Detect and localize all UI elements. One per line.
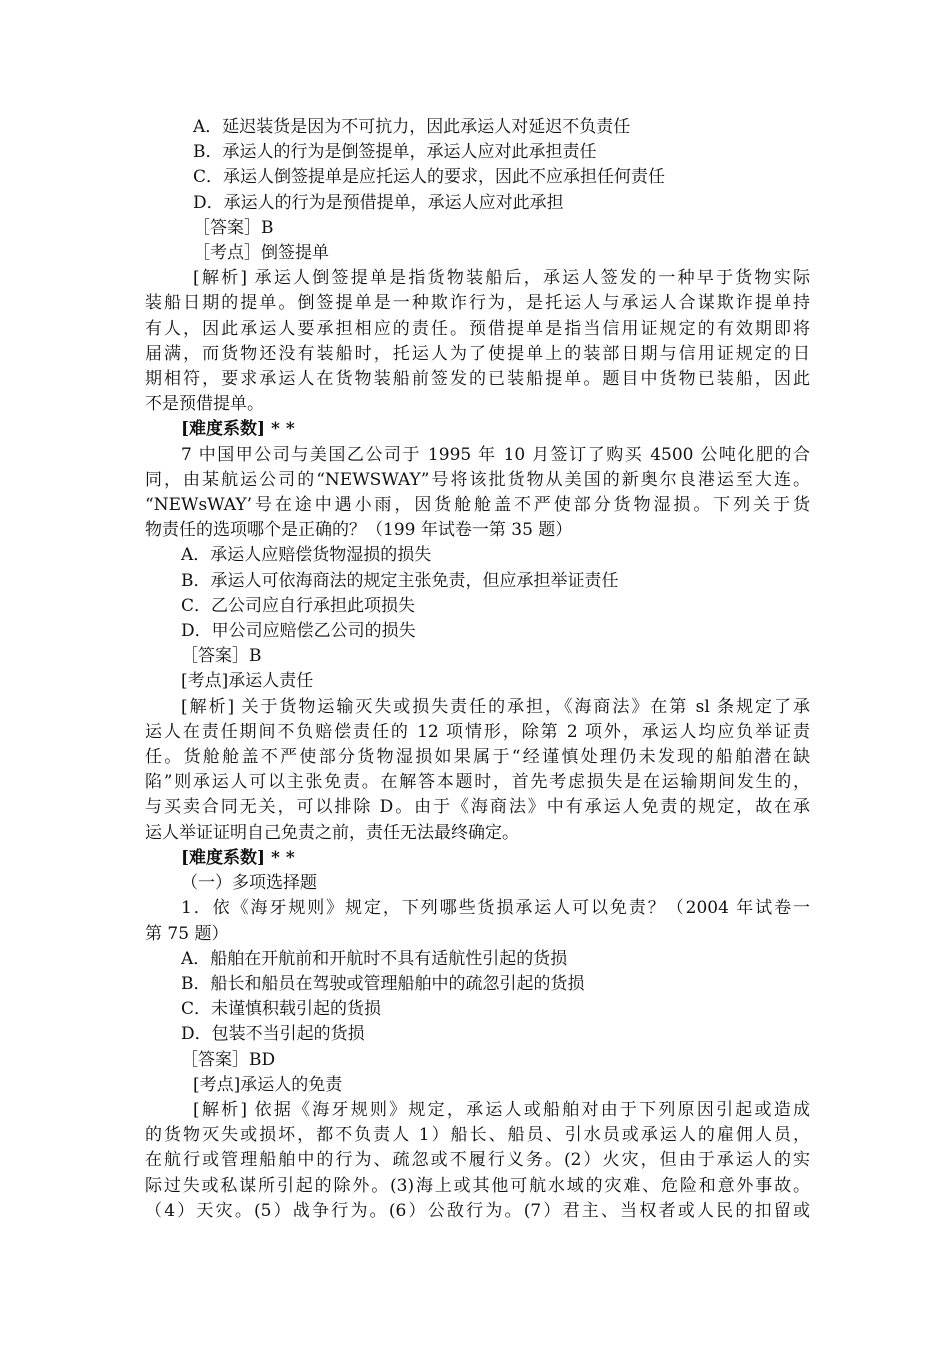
text-line: [考点]承运人责任 xyxy=(181,671,314,692)
text-line: 第 75 题） xyxy=(145,923,229,944)
text-line: 7 中国甲公司与美国乙公司于 1995 年 10 月签订了购买 4500 公吨化肥的合 xyxy=(181,444,810,465)
text-line: 届满，而货物还没有装船时，托运人为了使提单上的装部日期与信用证规定的日 xyxy=(145,343,810,364)
text-line: 运人举证证明自己免责之前，责任无法最终确定。 xyxy=(145,822,519,843)
text-line: （4）天灾。(5）战争行为。(6）公敌行为。(7）君主、当权者或人民的扣留或 xyxy=(145,1200,810,1221)
text-line: 同，由某航运公司的“NEWSWAY”号将该批货物从美国的新奥尔良港运至大连。 xyxy=(145,469,810,490)
text-line: B．船长和船员在驾驶或管理船舶中的疏忽引起的货损 xyxy=(181,973,585,994)
text-line: D．包装不当引起的货损 xyxy=(181,1024,365,1045)
text-line: ［考点］倒签提单 xyxy=(193,243,329,264)
text-line: C．未谨慎积载引起的货损 xyxy=(181,999,382,1020)
text-line: 运人在责任期间不负赔偿责任的 12 项情形，除第 2 项外，承运人均应负举证责 xyxy=(145,721,810,742)
text-line: [考点]承运人的免责 xyxy=(193,1074,343,1095)
text-line: D．甲公司应赔偿乙公司的损失 xyxy=(181,621,416,642)
text-line: 任。货舱舱盖不严使部分货物湿损如果属于“经谨慎处理仍未发现的船舶潜在缺 xyxy=(145,747,810,768)
text-line: [难度系数] * * xyxy=(181,419,295,440)
text-line: A．承运人应赔偿货物湿损的损失 xyxy=(181,545,432,566)
text-line: A．延迟装货是因为不可抗力，因此承运人对延迟不负责任 xyxy=(193,117,631,137)
text-line: D．承运人的行为是预借提单，承运人应对此承担 xyxy=(193,192,564,213)
text-line: 装船日期的提单。倒签提单是一种欺诈行为，是托运人与承运人合谋欺诈提单持 xyxy=(145,293,810,314)
text-line: A．船舶在开航前和开航时不具有适航性引起的货损 xyxy=(181,948,568,969)
text-line: [解析] 关于货物运输灭失或损失责任的承担，《海商法》在第 sl 条规定了承 xyxy=(181,696,810,717)
text-line: C．乙公司应自行承担此项损失 xyxy=(181,595,416,616)
text-line: [难度系数] * * xyxy=(181,847,295,868)
text-line: （一）多项选择题 xyxy=(181,873,317,894)
text-line: ［答案］BD xyxy=(181,1049,276,1070)
text-line: 与买卖合同无关，可以排除 D。由于《海商法》中有承运人免责的规定，故在承 xyxy=(145,797,810,818)
text-line: 不是预借提单。 xyxy=(145,394,264,415)
text-line: “NEWsWAY’号在途中遇小雨，因货舱舱盖不严使部分货物湿损。下列关于货 xyxy=(145,495,810,516)
text-line: ［答案］B xyxy=(193,217,274,238)
text-line: 际过失或私谋所引起的除外。(3)海上或其他可航水域的灾难、危险和意外事故。 xyxy=(145,1175,810,1196)
text-line: C．承运人倒签提单是应托运人的要求，因此不应承担任何责任 xyxy=(193,167,666,188)
text-line: 在航行或管理船舶中的行为、疏忽或不履行义务。(2）火灾，但由于承运人的实 xyxy=(145,1150,810,1171)
text-line: [解析] 承运人倒签提单是指货物装船后，承运人签发的一种早于货物实际 xyxy=(193,268,810,289)
text-line: 期相符，要求承运人在货物装船前签发的已装船提单。题目中货物已装船，因此 xyxy=(145,369,810,390)
text-line: [解析] 依据《海牙规则》规定，承运人或船舶对由于下列原因引起或造成 xyxy=(193,1099,810,1120)
text-line: 物责任的选项哪个是正确的？（199 年试卷一第 35 题） xyxy=(145,520,573,541)
text-line: 的货物灭失或损坏，都不负责人 1）船长、船员、引水员或承运人的雇佣人员， xyxy=(145,1125,810,1146)
text-line: B．承运人的行为是倒签提单，承运人应对此承担责任 xyxy=(193,142,597,163)
document-page xyxy=(145,115,810,1224)
text-line: B．承运人可依海商法的规定主张免责，但应承担举证责任 xyxy=(181,570,619,591)
text-line: 陷”则承运人可以主张免责。在解答本题时，首先考虑损失是在运输期间发生的， xyxy=(145,772,810,793)
text-line: 1．依《海牙规则》规定，下列哪些货损承运人可以免责？（2004 年试卷一 xyxy=(181,898,810,919)
text-line: 有人，因此承运人要承担相应的责任。预借提单是指当信用证规定的有效期即将 xyxy=(145,318,810,339)
text-line: ［答案］B xyxy=(181,646,262,667)
